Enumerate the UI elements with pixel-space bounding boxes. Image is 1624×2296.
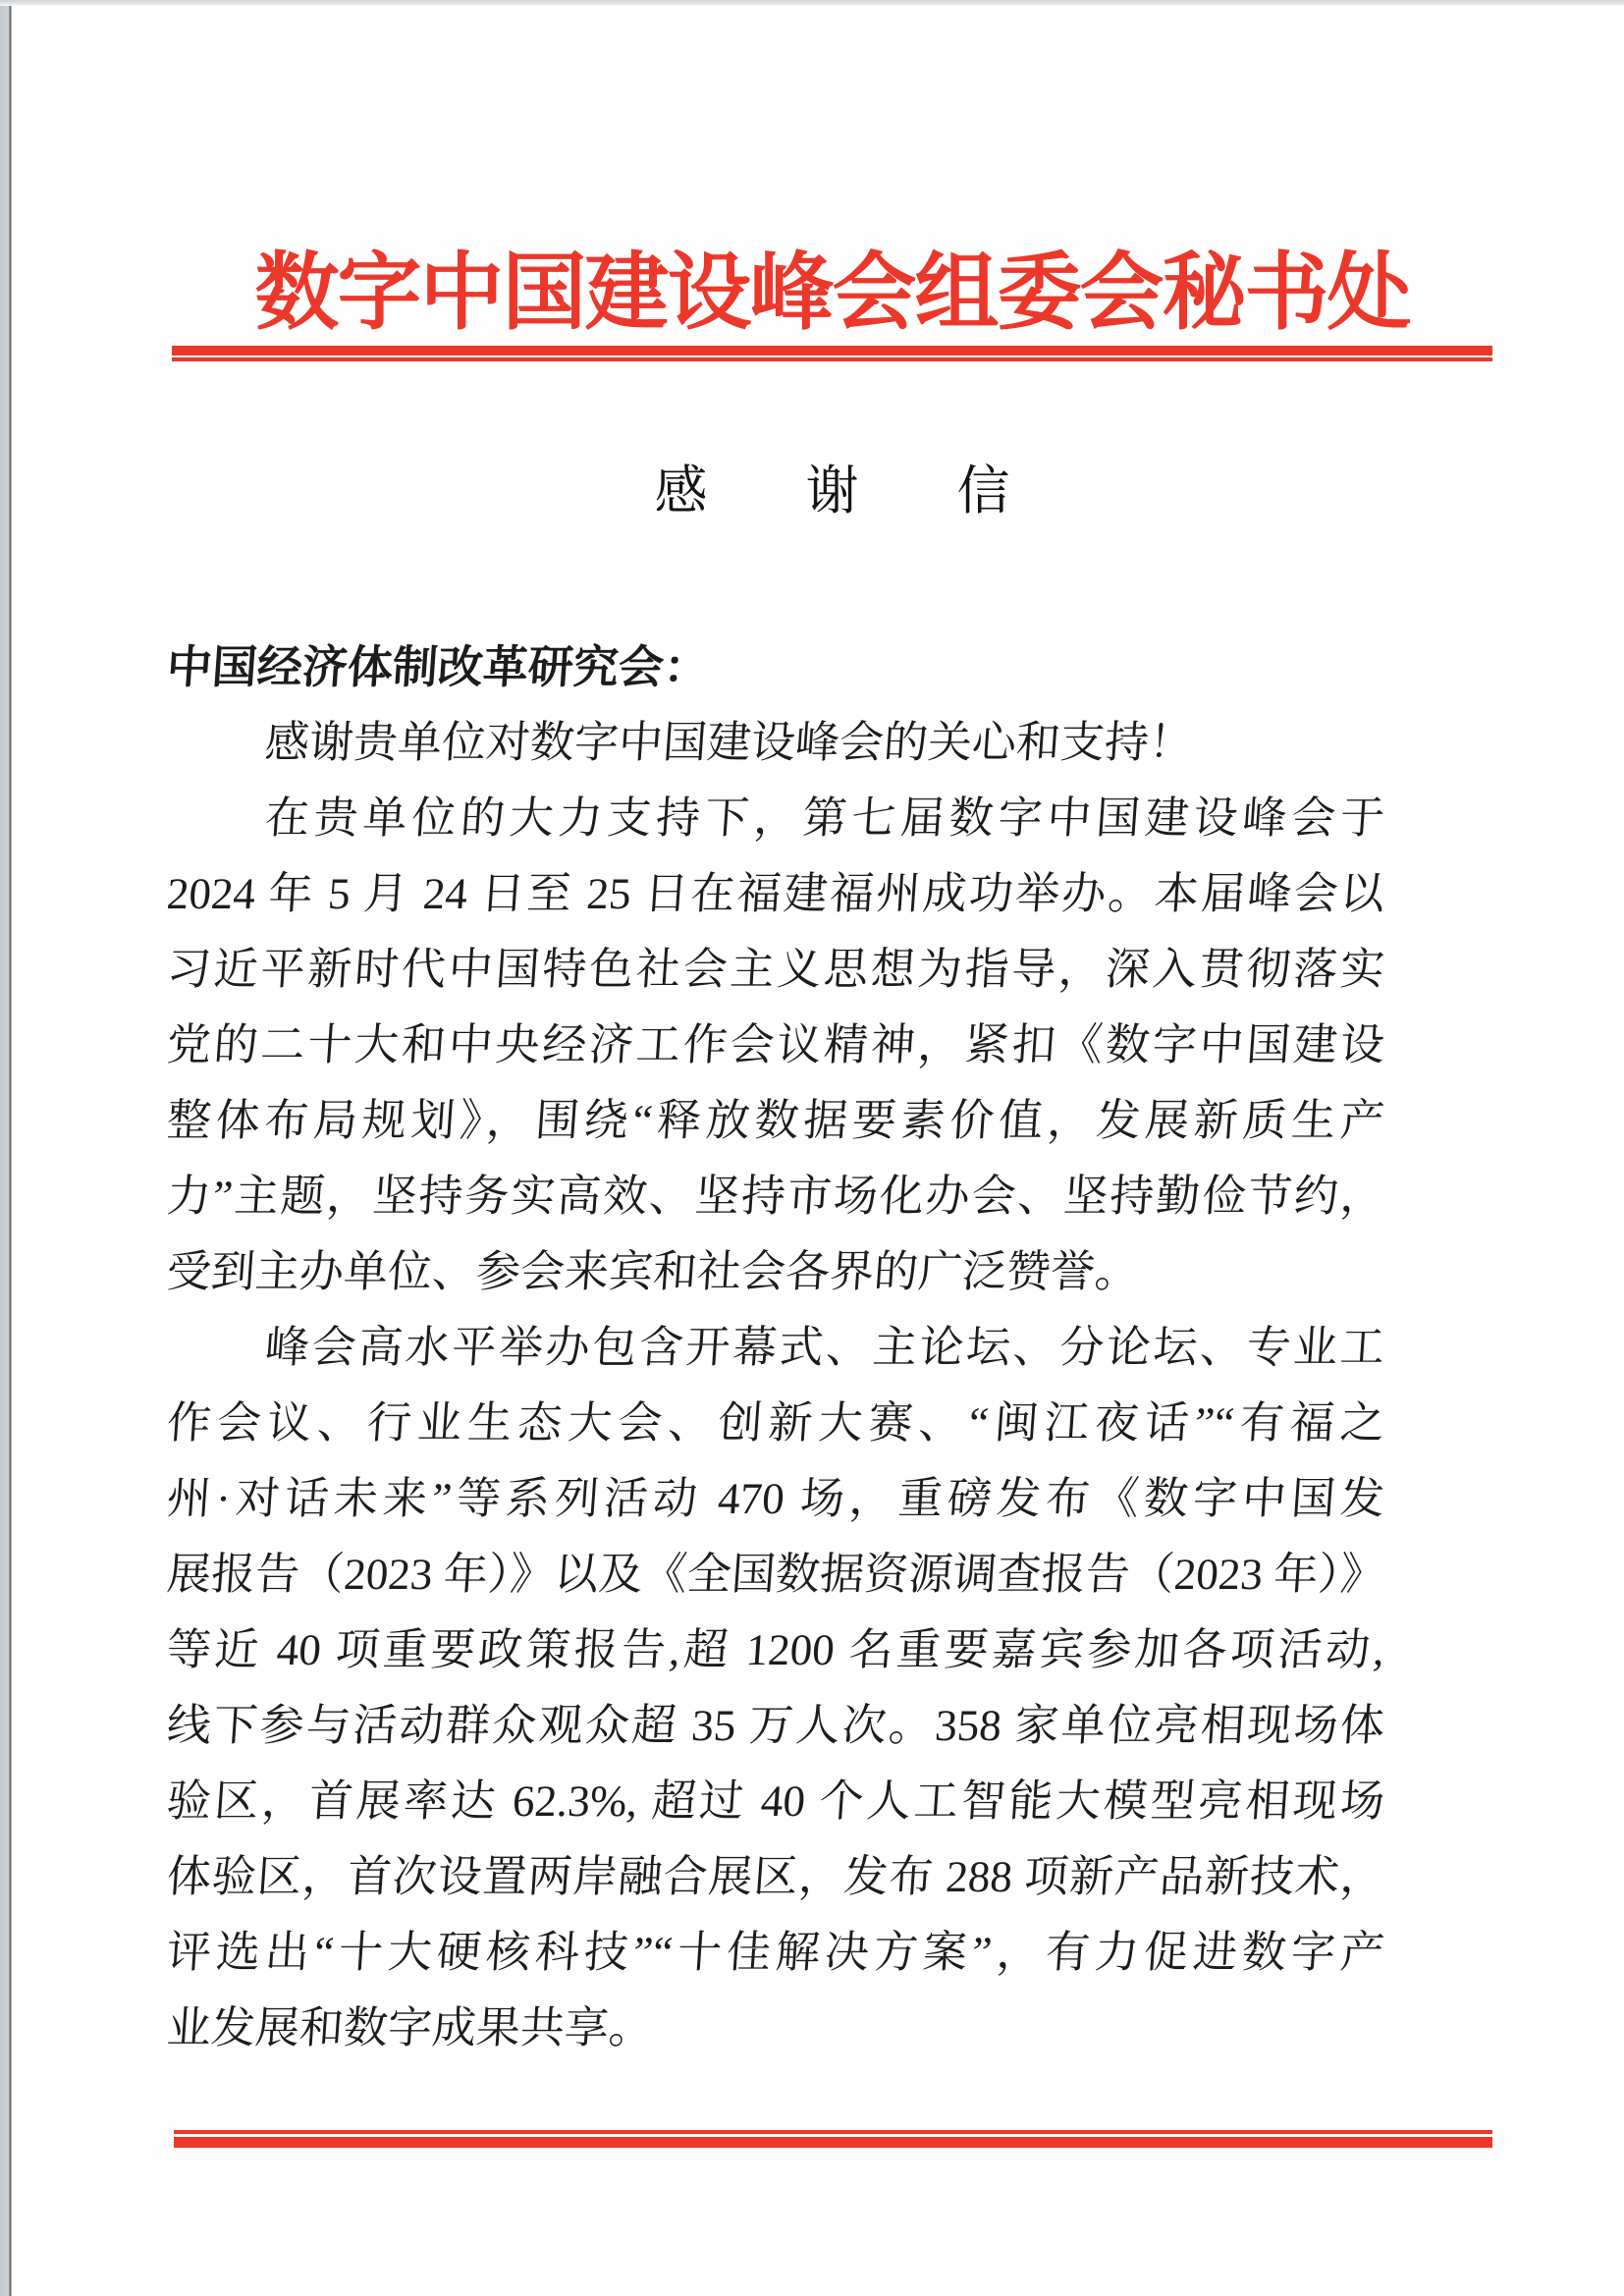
letter-salutation: 中国经济体制改革研究会：: [165, 641, 711, 692]
letter-line: 整体布局规划》，围绕“释放数据要素价值，发展新质生产: [165, 1096, 1386, 1145]
letter-line: 力”主题，坚持务实高效、坚持市场化办会、坚持勤俭节约，: [165, 1172, 1386, 1221]
letter-line: 评选出“十大硬核科技”“十佳解决方案”，有力促进数字产: [165, 1928, 1386, 1977]
letter-line: 感谢贵单位对数字中国建设峰会的关心和支持！: [263, 718, 1195, 767]
letter-line: 党的二十大和中央经济工作会议精神，紧扣《数字中国建设: [165, 1020, 1386, 1069]
letterhead-rule-thin: [172, 357, 1492, 361]
letterhead-org-name: 数字中国建设峰会组委会秘书处: [254, 246, 1410, 340]
letter-line: 业发展和数字成果共享。: [165, 2003, 655, 2052]
footer-rule-thick: [174, 2137, 1492, 2148]
scan-edge-left: [0, 0, 13, 2296]
footer-rule-thin: [174, 2130, 1492, 2134]
letter-line: 展报告（2023 年）》以及《全国数据资源调查报告（2023 年）》: [165, 1550, 1386, 1599]
letter-line: 受到主办单位、参会来宾和社会各界的广泛赞誉。: [165, 1247, 1141, 1296]
letter-line: 在贵单位的大力支持下，第七届数字中国建设峰会于: [263, 793, 1386, 843]
letter-line: 验区，首展率达 62.3%, 超过 40 个人工智能大模型亮相现场: [165, 1777, 1386, 1826]
scan-edge-top: [0, 0, 1624, 6]
letter-line: 作会议、行业生态大会、创新大赛、“闽江夜话”“有福之: [165, 1398, 1386, 1448]
letter-line: 州·对话未来”等系列活动 470 场，重磅发布《数字中国发: [165, 1474, 1386, 1523]
letter-line: 习近平新时代中国特色社会主义思想为指导，深入贯彻落实: [165, 945, 1386, 994]
letter-title: 感 谢 信: [654, 462, 1033, 520]
letter-line: 线下参与活动群众观众超 35 万人次。358 家单位亮相现场体: [165, 1701, 1386, 1750]
letter-line: 2024 年 5 月 24 日至 25 日在福建福州成功举办。本届峰会以: [165, 869, 1386, 918]
letterhead-rule-thick: [172, 346, 1492, 355]
letter-line: 峰会高水平举办包含开幕式、主论坛、分论坛、专业工: [263, 1323, 1386, 1372]
letter-line: 体验区，首次设置两岸融合展区，发布 288 项新产品新技术，: [165, 1852, 1386, 1901]
letter-body: [167, 629, 1384, 2066]
letter-line: 等近 40 项重要政策报告,超 1200 名重要嘉宾参加各项活动,: [165, 1625, 1386, 1674]
